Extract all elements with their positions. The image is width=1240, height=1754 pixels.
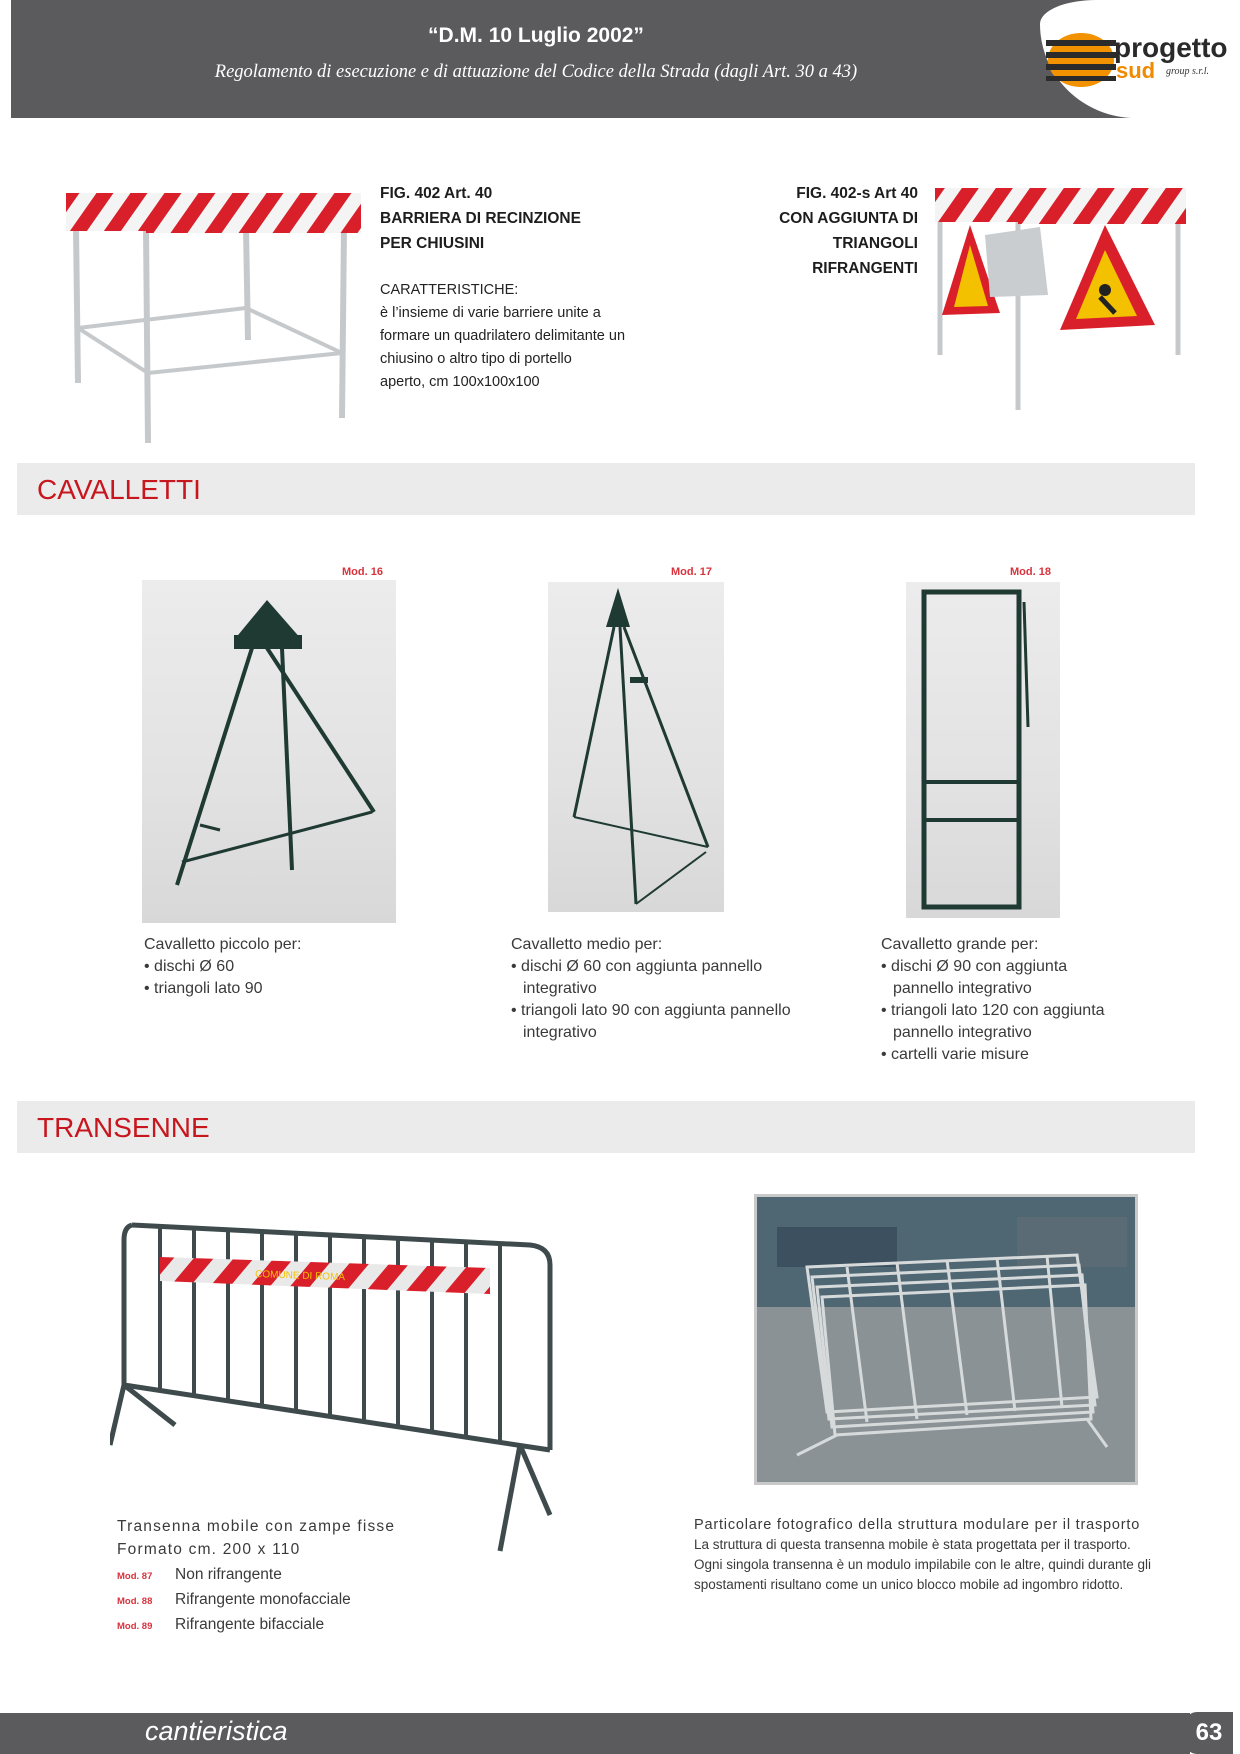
paragraph-line-4: spostamenti risultano come un unico blocco mobile ad ingombro ridotto. [694, 1577, 1124, 1592]
mod16-line-2: • dischi Ø 60 [144, 958, 235, 975]
mod17-line-2: • dischi Ø 60 con aggiunta pannello [511, 958, 763, 975]
model-label: Non rifrangente [175, 1566, 282, 1583]
logo-text-progetto: progetto [1114, 32, 1228, 63]
transenna-barrier-image [110, 1215, 570, 1555]
transenna-description [117, 1515, 395, 1561]
fig402-desc-line-4: aperto, cm 100x100x100 [380, 374, 540, 390]
mod17-label: Mod. 17 [671, 566, 712, 578]
fig402s-line-1: FIG. 402-s Art 40 [796, 185, 918, 202]
transenna-line-1: Transenna mobile con zampe fisse [117, 1518, 396, 1535]
mod18-photo [906, 582, 1060, 918]
model-code: Mod. 89 [117, 1621, 153, 1632]
logo-text-sud: sud [1116, 58, 1156, 83]
mod17-line-4: • triangoli lato 90 con aggiunta pannello [511, 1002, 791, 1019]
paragraph-line-2: La struttura di questa transenna mobile è stata progettata per il trasporto. [694, 1537, 1131, 1552]
fig402-line-2: BARRIERA DI RECINZIONE [380, 210, 581, 227]
fig402-desc-line-1: è l’insieme di varie barriere unite a [380, 305, 601, 321]
cavalletto-medium-image [548, 582, 724, 912]
mod17-photo [548, 582, 724, 912]
model-label: Rifrangente monofacciale [175, 1591, 351, 1608]
logo-globe-icon [1046, 30, 1116, 90]
header-title: “D.M. 10 Luglio 2002” [428, 24, 644, 47]
mod16-description [144, 934, 301, 1000]
mod16-line-1: Cavalletto piccolo per: [144, 936, 302, 953]
page-number: 63 [1185, 1712, 1233, 1754]
model-row [117, 1588, 351, 1613]
paragraph-line-3: Ogni singola transenna è un modulo impilabile con le altre, quindi durante gli [694, 1557, 1152, 1572]
model-row [117, 1563, 351, 1588]
mod16-label: Mod. 16 [342, 566, 383, 578]
fig402s-title-block [700, 181, 918, 281]
mod17-line-5: integrativo [523, 1024, 597, 1041]
fig402-description [380, 279, 625, 394]
mod16-line-3: • triangoli lato 90 [144, 980, 263, 997]
fig402s-barrier-triangles-image [930, 185, 1190, 410]
transenna-comune-text: COMUNE DI ROMA [254, 1269, 346, 1284]
fig402-line-1: FIG. 402 Art. 40 [380, 185, 493, 202]
transport-paragraph [694, 1515, 1194, 1595]
fig402s-line-4: RIFRANGENTI [812, 260, 918, 277]
transenna-line-2: Formato cm. 200 x 110 [117, 1541, 301, 1558]
fig402-line-3: PER CHIUSINI [380, 235, 485, 252]
mod18-line-3: pannello integrativo [893, 980, 1032, 997]
model-code: Mod. 88 [117, 1596, 153, 1607]
cavalletto-large-image [906, 582, 1060, 918]
footer-label: cantieristica [145, 1716, 288, 1746]
caratteristiche-label: CARATTERISTICHE: [380, 282, 519, 298]
fig402-title-block [380, 181, 581, 256]
mod18-line-2: • dischi Ø 90 con aggiunta [881, 958, 1068, 975]
mod16-photo [142, 580, 396, 923]
fig402s-line-3: TRIANGOLI [832, 235, 918, 252]
fig402-barrier-image [66, 188, 366, 448]
stacked-transenne-photo [754, 1194, 1138, 1485]
model-label: Rifrangente bifacciale [175, 1616, 325, 1633]
cavalletti-title: CAVALLETTI [37, 474, 201, 505]
model-code: Mod. 87 [117, 1571, 153, 1582]
fig402-desc-line-3: chiusino o altro tipo di portello [380, 351, 572, 367]
mod18-line-1: Cavalletto grande per: [881, 936, 1039, 953]
mod17-line-3: integrativo [523, 980, 597, 997]
cavalletto-small-image [142, 580, 396, 923]
fig402-desc-line-2: formare un quadrilatero delimitante un [380, 328, 626, 344]
mod17-description [511, 934, 791, 1044]
stacked-barriers-image [757, 1197, 1135, 1482]
paragraph-line-1: Particolare fotografico della struttura modulare per il trasporto [694, 1517, 1141, 1533]
logo-text-group: group s.r.l. [1166, 66, 1209, 77]
transenne-title: TRANSENNE [37, 1112, 210, 1143]
mod18-line-4: • triangoli lato 120 con aggiunta [881, 1002, 1105, 1019]
transenna-models-list [117, 1563, 351, 1638]
mod18-line-6: • cartelli varie misure [881, 1046, 1029, 1063]
model-row [117, 1613, 351, 1638]
mod18-description [881, 934, 1105, 1066]
mod18-label: Mod. 18 [1010, 566, 1051, 578]
mod18-line-5: pannello integrativo [893, 1024, 1032, 1041]
fig402s-line-2: CON AGGIUNTA DI [779, 210, 918, 227]
mod17-line-1: Cavalletto medio per: [511, 936, 663, 953]
header-subtitle: Regolamento di esecuzione e di attuazione del Codice della Strada (dagli Art. 30 a 43) [214, 62, 858, 82]
